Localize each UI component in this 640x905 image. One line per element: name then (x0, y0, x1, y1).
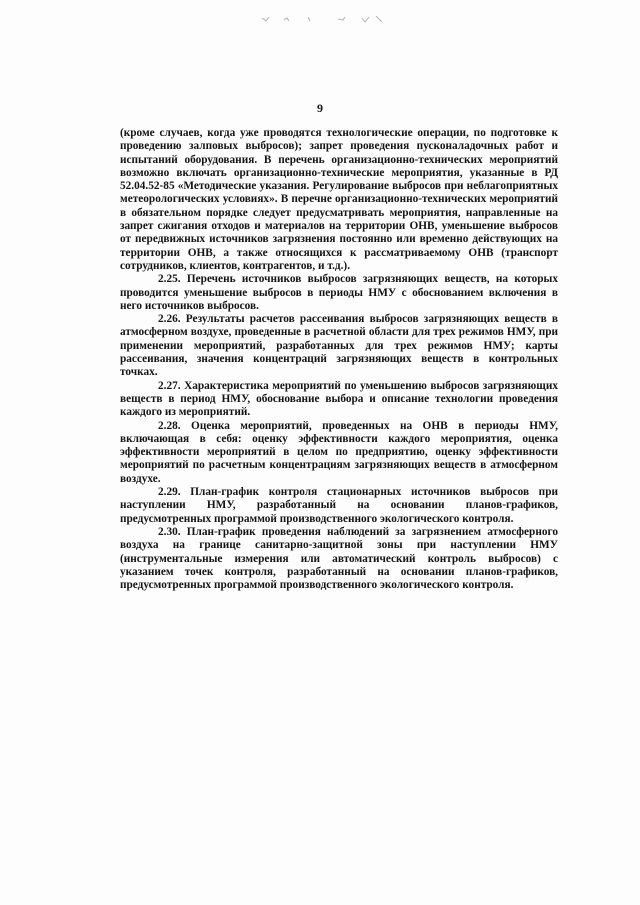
paragraph-2-27: 2.27. Характеристика мероприятий по уменьшению выбросов загрязняющих веществ в период НМУ, обоснование выбора и описание технологии проведения каждого из мероприятий. (120, 379, 558, 419)
paragraph-2-30: 2.30. План-график проведения наблюдений за загрязнением атмосферного воздуха на границе санитарно-защитной зоны при наступлении НМУ (инструментальные измерения или автоматический контроль выбросов) с указанием точек контроля, разработанный на основании планов-графиков, предусмотренных программой производственного экологического контроля. (120, 525, 558, 592)
paragraph-2-28: 2.28. Оценка мероприятий, проведенных на ОНВ в периоды НМУ, включающая в себя: оценку эффективности каждого мероприятия, оценка эффективности мероприятий в целом по предприятию, оценку эффективности мероприятий по расчетным концентрациям загрязняющих веществ в атмосферном воздухе. (120, 419, 558, 485)
paragraph-2-26: 2.26. Результаты расчетов рассеивания выбросов загрязняющих веществ в атмосферном воздухе, проведенные в расчетной области для трех режимов НМУ, при применении мероприятий, разработанных для трех режимов НМУ; карты рассеивания, значения концентраций загрязняющих веществ в контрольных точках. (120, 313, 558, 379)
paragraph-2-29: 2.29. План-график контроля стационарных источников выбросов при наступлении НМУ, разработанный на основании планов-графиков, предусмотренных программой производственного экологического контроля. (120, 486, 558, 525)
paragraph-continuation: (кроме случаев, когда уже проводятся технологические операции, по подготовке к проведению залповых выбросов); запрет проведения пусконаладочных работ и испытаний оборудования. В перечень организационно-технических мероприятий возможно включать организационно-технические мероприятия, указанные в РД 52.04.52-85 «Методические указания. Регулирование выбросов при неблагоприятных метеорологических условиях». В перечне организационно-технических мероприятий в обязательном порядке следует предусматривать мероприятия, направленные на запрет сжигания отходов и материалов на территории ОНВ, уменьшение выбросов от передвижных источников загрязнения постоянно или временно действующих на территории ОНВ, а также относящихся к рассматриваемому ОНВ (транспорт сотрудников, клиентов, контрагентов, и т.д.). (120, 127, 558, 272)
scan-artifact-marks (240, 12, 400, 26)
paragraph-2-25: 2.25. Перечень источников выбросов загрязняющих веществ, на которых проводится уменьшение выбросов в периоды НМУ с обоснованием включения в него источников выбросов. (120, 273, 558, 312)
page-number: 9 (317, 101, 323, 115)
document-body (120, 127, 558, 592)
